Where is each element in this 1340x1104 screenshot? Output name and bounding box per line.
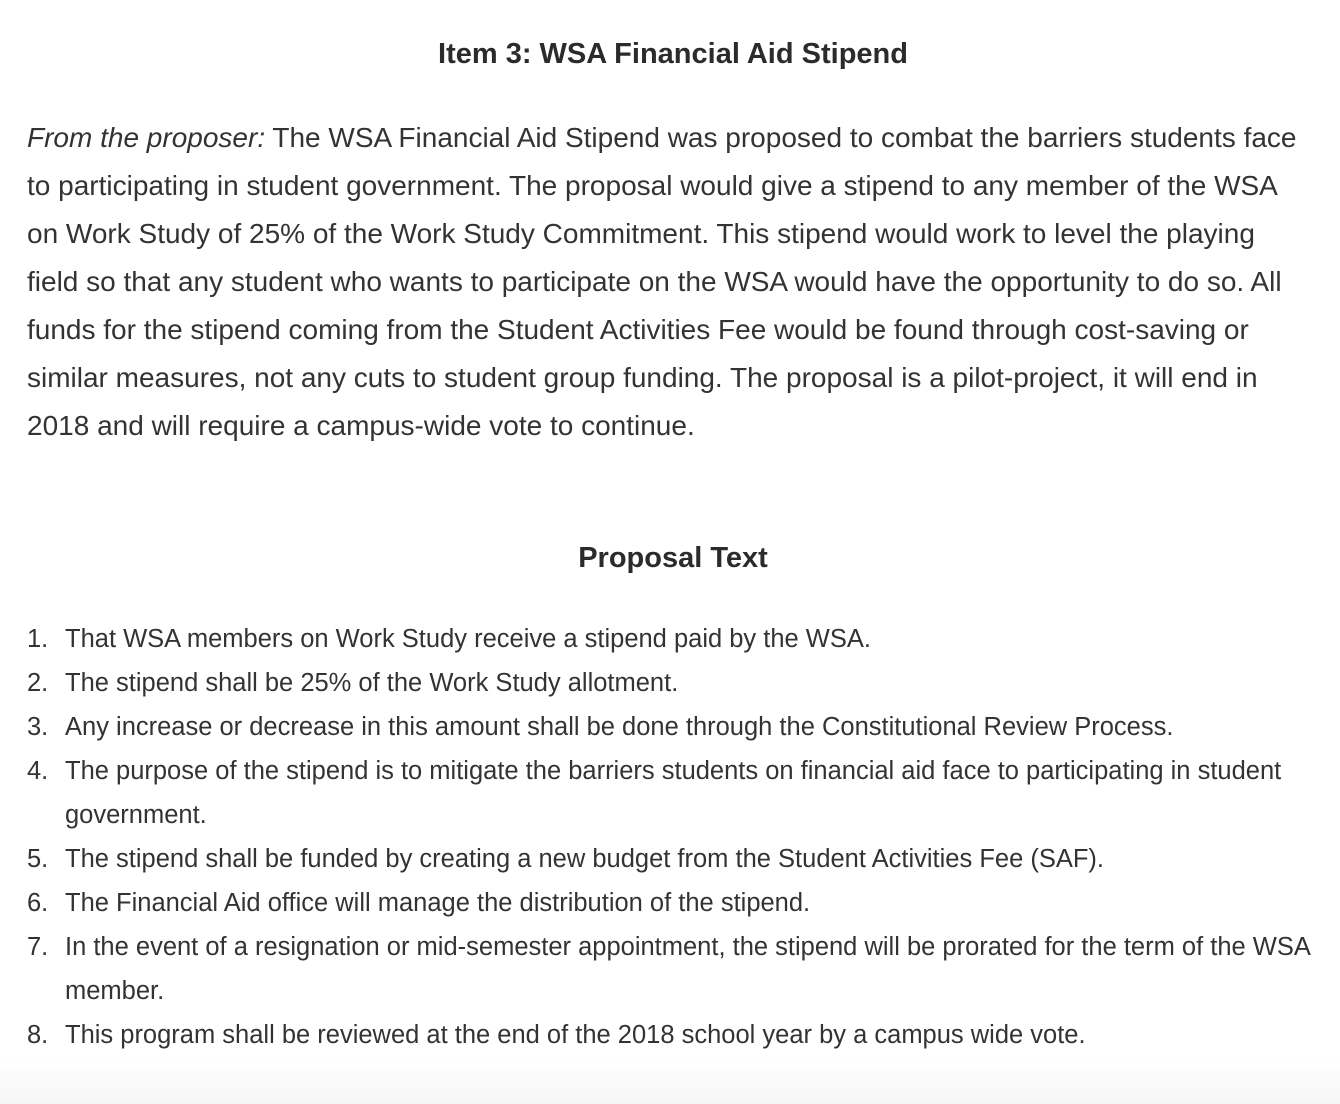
list-item-number: 6. xyxy=(27,889,49,917)
section-title: Proposal Text xyxy=(578,542,768,574)
list-item-text: The purpose of the stipend is to mitigate the barriers students on financial aid face to participating in student government. xyxy=(65,757,1282,829)
list-item xyxy=(27,925,1317,1013)
intro-lead: From the proposer: xyxy=(27,122,266,153)
list-item-number: 2. xyxy=(27,669,49,697)
list-item xyxy=(27,881,1317,925)
list-item-text: Any increase or decrease in this amount shall be done through the Constitutional Review Process. xyxy=(65,713,1174,741)
intro-paragraph xyxy=(27,114,1309,450)
list-item-number: 3. xyxy=(27,713,49,741)
list-item xyxy=(27,661,1317,705)
list-item-text: This program shall be reviewed at the end of the 2018 school year by a campus wide vote. xyxy=(65,1021,1086,1049)
list-item-text: The stipend shall be funded by creating a new budget from the Student Activities Fee (SAF). xyxy=(65,845,1105,873)
list-item xyxy=(27,1013,1317,1057)
list-item xyxy=(27,749,1317,837)
list-item-number: 4. xyxy=(27,757,49,785)
bottom-shade xyxy=(0,1060,1340,1104)
list-item xyxy=(27,705,1317,749)
list-item-text: That WSA members on Work Study receive a stipend paid by the WSA. xyxy=(65,625,871,653)
list-item-number: 1. xyxy=(27,625,49,653)
item-title: Item 3: WSA Financial Aid Stipend xyxy=(438,38,908,70)
list-item-text: The Financial Aid office will manage the distribution of the stipend. xyxy=(65,889,811,917)
intro-body: The WSA Financial Aid Stipend was proposed to combat the barriers students face to participating in student government. The proposal would give a stipend to any member of the WSA on Work Study of 25% of the Work Study Commitment. This stipend would work to level the playing field so that any student who wants to participate on the WSA would have the opportunity to do so. All funds for the stipend coming from the Student Activities Fee would be found through cost-saving or similar measures, not any cuts to student group funding. The proposal is a pilot-project, it will end in 2018 and will require a campus-wide vote to continue. xyxy=(27,122,1297,441)
list-item xyxy=(27,837,1317,881)
list-item-number: 5. xyxy=(27,845,49,873)
list-item-number: 8. xyxy=(27,1021,49,1049)
list-item-number: 7. xyxy=(27,933,49,961)
list-item-text: In the event of a resignation or mid-semester appointment, the stipend will be prorated for the term of the WSA member. xyxy=(65,933,1310,1005)
proposal-list xyxy=(27,617,1317,1057)
list-item xyxy=(27,617,1317,661)
list-item-text: The stipend shall be 25% of the Work Study allotment. xyxy=(65,669,679,697)
